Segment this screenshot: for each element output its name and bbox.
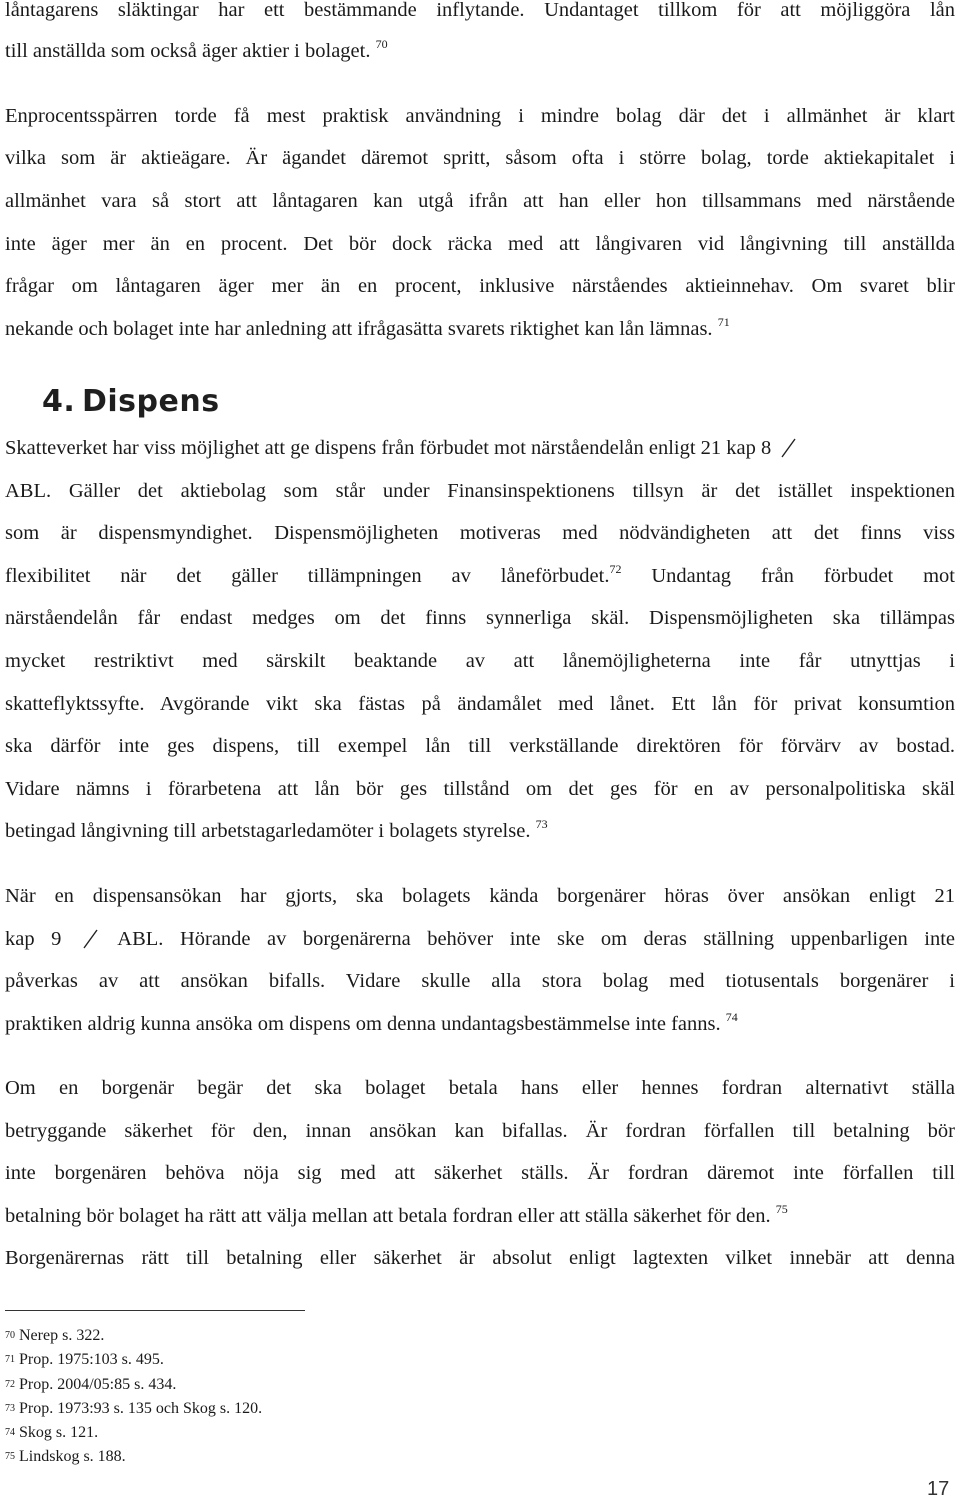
body-line: som är dispensmyndighet. Dispensmöjligheten motiveras med nödvändigheten att det finns viss [5,522,955,544]
body-line: Enprocentsspärren torde få mest praktisk användning i mindre bolag där det i allmänhet är klart [5,105,955,127]
footnote-ref[interactable]: 72 [609,562,622,576]
footnote: $^{70}$ Nerep s. 322. [5,1327,105,1344]
body-line: betalning bör bolaget ha rätt att välja mellan att betala fordran eller att ställa säkerhet för den. $^{75}$ [5,1202,788,1227]
body-line: Borgenärernas rätt till betalning eller säkerhet är absolut enligt lagtexten vilket innebär att denna [5,1247,955,1269]
body-line: inte äger mer än en procent. Det bör dock räcka med att långivaren vid långivning till anställda [5,233,955,255]
section-heading [42,384,220,419]
page-number: 17 [927,1478,950,1500]
body-line: låntagarens släktingar har ett bestämmande inflytande. Undantaget tillkom för att möjliggöra lån [5,0,955,21]
body-line: flexibilitet när det gäller tillämpningen av låneförbudet.$^{72}$ Undantag från förbudet mot [5,562,956,587]
footnote: $^{72}$ Prop. 2004/05:85 s. 434. [5,1376,177,1393]
body-line: kap 9 ABL. Hörande av borgenärerna behöver inte ske om deras ställning uppenbarligen inte [5,928,955,950]
body-line: nekande och bolaget inte har anledning att ifrågasätta svarets riktighet kan lån lämnas. $^{71}$ [5,315,730,340]
body-line: betryggande säkerhet för den, innan ansökan kan bifallas. Är fordran förfallen till betalning bör [5,1120,955,1142]
body-line: Skatteverket har viss möjlighet att ge dispens från förbudet mot närståendelån enligt 21 kap 8 [5,435,955,461]
section-sign-icon [78,928,102,950]
footnote-separator [5,1310,305,1311]
section-number: 4. [42,384,76,419]
footnote: $^{71}$ Prop. 1975:103 s. 495. [5,1351,164,1368]
body-line: allmänhet vara så stort att låntagaren kan utgå ifrån att han eller hon tillsammans med närstående [5,190,955,212]
section-sign-icon [776,437,800,459]
body-line: frågar om låntagaren äger mer än en procent, inklusive närståendes aktieinnehav. Om svaret blir [5,275,955,297]
body-line: Vidare nämns i förarbetena att lån bör ges tillstånd om det ges för en av personalpolitiska skäl [5,778,955,800]
body-line: inte borgenären behöva nöja sig med att säkerhet ställs. Är fordran däremot inte förfallen till [5,1162,955,1184]
body-line: När en dispensansökan har gjorts, ska bolagets kända borgenärer höras över ansökan enligt 21 [5,885,955,907]
body-line: betingad långivning till arbetstagarledamöter i bolagets styrelse. $^{73}$ [5,817,548,842]
body-line: mycket restriktivt med särskilt beaktande av att lånemöjligheterna inte får utnyttjas i [5,650,955,672]
body-line: Om en borgenär begär det ska bolaget betala hans eller hennes fordran alternativt ställa [5,1077,955,1099]
footnote-ref[interactable]: 74 [725,1010,738,1024]
body-line: ska därför inte ges dispens, till exempel lån till verkställande direktören för förvärv av bostad. [5,735,955,757]
footnote-ref[interactable]: 73 [535,817,548,831]
footnote-ref[interactable]: 71 [717,315,730,329]
footnote-ref[interactable]: 75 [775,1202,788,1216]
footnote-ref[interactable]: 70 [375,37,388,51]
body-line: vilka som är aktieägare. Är ägandet däremot spritt, såsom ofta i större bolag, torde aktiekapitalet i [5,147,955,169]
footnote: $^{73}$ Prop. 1973:93 s. 135 och Skog s. 120. [5,1400,263,1417]
body-line: ABL. Gäller det aktiebolag som står under Finansinspektionens tillsyn är det istället inspektionen [5,480,955,502]
body-line: praktiken aldrig kunna ansöka om dispens om denna undantagsbestämmelse inte fanns. $^{74}$ [5,1010,738,1035]
body-line: skatteflyktssyfte. Avgörande vikt ska fästas på ändamålet med lånet. Ett lån för privat konsumtion [5,693,955,715]
footnote: $^{75}$ Lindskog s. 188. [5,1448,126,1465]
body-line: påverkas av att ansökan bifalls. Vidare skulle alla stora bolag med tiotusentals borgenärer i [5,970,955,992]
body-line: till anställda som också äger aktier i bolaget. $^{70}$ [5,37,388,62]
body-line: närståendelån får endast medges om det finns synnerliga skäl. Dispensmöjligheten ska tillämpas [5,607,955,629]
footnote: $^{74}$ Skog s. 121. [5,1424,99,1441]
section-title: Dispens [82,384,220,419]
